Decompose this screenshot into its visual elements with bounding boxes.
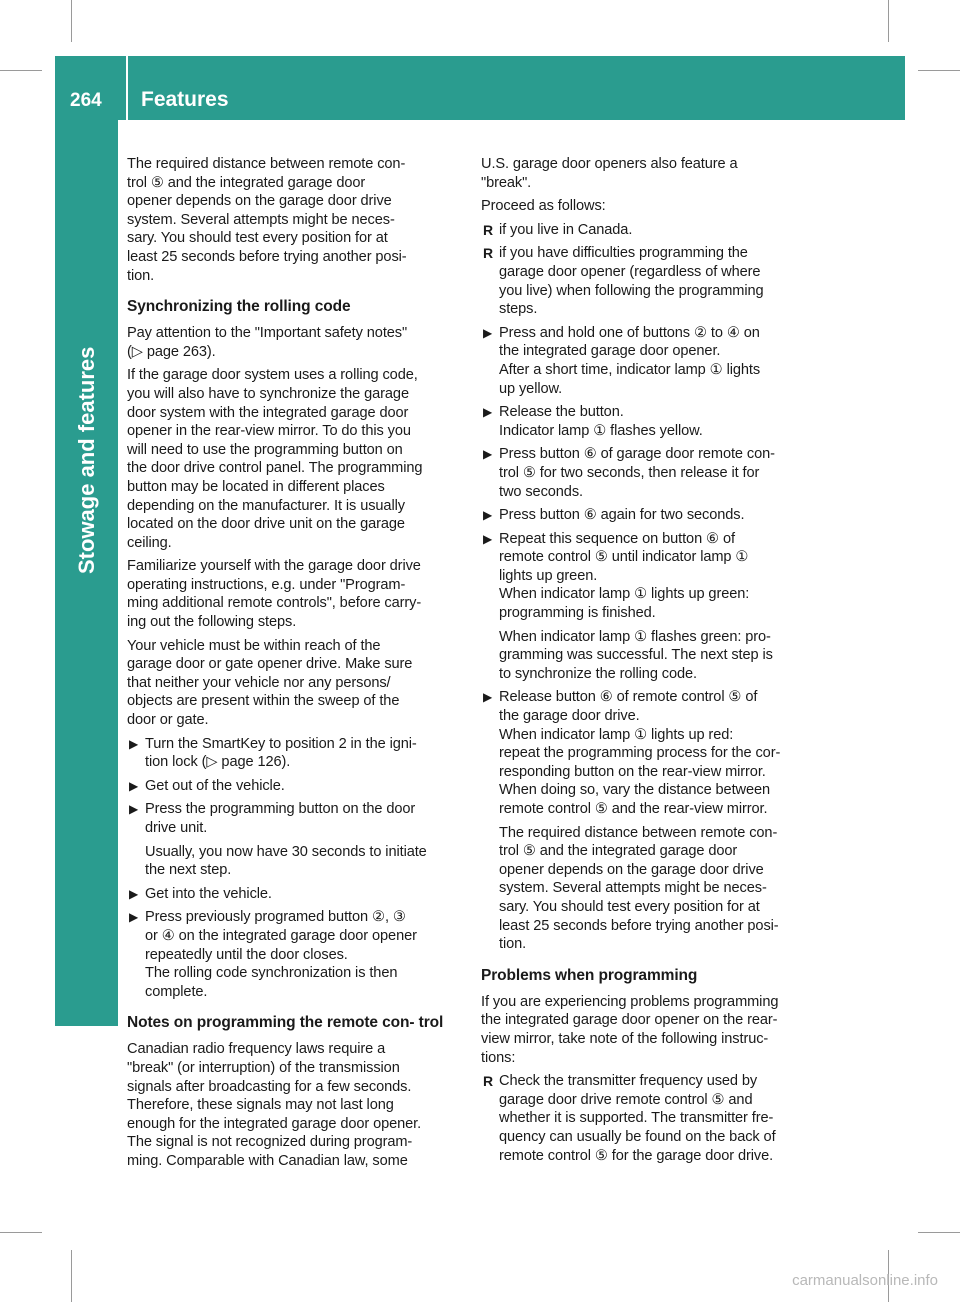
- text-line: ceiling.: [127, 534, 172, 551]
- text-line: "break".: [481, 174, 532, 191]
- text-line: Press the programming button on the door: [145, 801, 416, 818]
- text-line: steps.: [499, 301, 538, 318]
- text-line: you will also have to synchronize the garage: [127, 385, 409, 402]
- text-line: U.S. garage door openers also feature a: [481, 156, 738, 172]
- bullet-icon: R: [483, 245, 494, 262]
- text-line: the garage door drive.: [499, 708, 640, 725]
- text-line: When indicator lamp ① flashes green: pro-: [499, 628, 771, 645]
- bullet-item: [481, 221, 815, 240]
- text-line: system. Several attempts might be neces-: [127, 211, 395, 228]
- bullet-item: [481, 244, 815, 318]
- text-line: (▷ page 263).: [127, 343, 216, 360]
- section-heading: Problems when programming: [481, 966, 698, 984]
- text-line: trol ⑤ for two seconds, then release it for: [499, 464, 760, 481]
- text-line: When doing so, vary the distance between: [499, 782, 771, 799]
- text-line: If you are experiencing problems programming: [481, 993, 779, 1010]
- text-line: If the garage door system uses a rolling code,: [127, 367, 418, 384]
- text-line: complete.: [145, 983, 208, 1000]
- text-line: Get into the vehicle.: [145, 885, 272, 902]
- text-line: if you live in Canada.: [499, 221, 633, 238]
- paragraph: [127, 155, 461, 285]
- text-line: operating instructions, e.g. under "Program-: [127, 576, 406, 593]
- text-line: repeat the programming process for the cor-: [499, 745, 781, 762]
- text-line: if you have difficulties programming the: [499, 245, 748, 262]
- text-line: button may be located in different places: [127, 478, 385, 495]
- text-line: located on the door drive unit on the garage: [127, 516, 405, 533]
- text-line: opener depends on the garage door drive: [127, 193, 392, 210]
- instruction-step: [127, 885, 461, 904]
- crop-mark: [71, 1250, 72, 1302]
- left-column: [127, 155, 461, 1176]
- text-line: drive unit.: [145, 820, 208, 836]
- bullet-icon: R: [483, 1073, 494, 1090]
- text-line: Check the transmitter frequency used by: [499, 1073, 758, 1090]
- text-line: the integrated garage door opener on the rear-: [481, 1012, 778, 1029]
- right-column: [481, 155, 815, 1170]
- text-line: to synchronize the rolling code.: [499, 665, 697, 682]
- text-line: tion lock (▷ page 126).: [145, 754, 291, 771]
- text-line: the integrated garage door opener.: [499, 343, 721, 360]
- text-line: garage door opener (regardless of where: [499, 263, 761, 280]
- text-line: Get out of the vehicle.: [145, 777, 285, 794]
- paragraph: [481, 197, 815, 216]
- paragraph: [127, 843, 461, 880]
- paragraph: [127, 324, 461, 361]
- bullet-icon: R: [483, 221, 494, 238]
- step-arrow-icon: ▶: [483, 531, 493, 546]
- bullet-item: [481, 1072, 815, 1165]
- text-line: Canadian radio frequency laws require a: [127, 1041, 386, 1058]
- text-line: sary. You should test every position for at: [127, 230, 388, 247]
- text-line: Press and hold one of buttons ② to ④ on: [499, 324, 760, 341]
- crop-mark: [0, 70, 42, 71]
- section-heading: Synchronizing the rolling code: [127, 298, 351, 316]
- text-line: two seconds.: [499, 483, 583, 500]
- text-line: ing out the following steps.: [127, 614, 297, 631]
- section-heading: Notes on programming the remote con- trol: [127, 1014, 444, 1032]
- text-line: the door drive control panel. The programming: [127, 460, 423, 477]
- text-line: system. Several attempts might be neces-: [499, 880, 767, 897]
- text-line: garage door drive remote control ⑤ and: [499, 1091, 753, 1108]
- text-line: Familiarize yourself with the garage door drive: [127, 558, 421, 575]
- text-line: will need to use the programming button on: [127, 441, 403, 458]
- paragraph: [481, 824, 815, 954]
- text-line: "break" (or interruption) of the transmission: [127, 1059, 400, 1076]
- text-line: trol ⑤ and the integrated garage door: [127, 174, 366, 191]
- text-line: Release button ⑥ of remote control ⑤ of: [499, 689, 758, 706]
- text-line: signals after broadcasting for a few seconds.: [127, 1078, 412, 1095]
- text-line: Pay attention to the "Important safety notes": [127, 325, 408, 342]
- step-arrow-icon: ▶: [483, 405, 493, 420]
- text-line: When indicator lamp ① lights up green:: [499, 586, 750, 603]
- text-line: objects are present within the sweep of the: [127, 693, 400, 710]
- crop-mark: [71, 0, 72, 42]
- instruction-step: [481, 403, 815, 440]
- text-line: After a short time, indicator lamp ① lights: [499, 361, 761, 378]
- crop-mark: [888, 0, 889, 42]
- step-arrow-icon: ▶: [129, 736, 139, 751]
- text-line: sary. You should test every position for at: [499, 898, 760, 915]
- instruction-step: [127, 908, 461, 1001]
- text-line: gramming was successful. The next step is: [499, 647, 773, 664]
- text-line: trol ⑤ and the integrated garage door: [499, 843, 738, 860]
- step-arrow-icon: ▶: [129, 802, 139, 817]
- header-divider: [126, 56, 128, 120]
- text-line: up yellow.: [499, 380, 563, 397]
- instruction-step: [481, 324, 815, 398]
- step-arrow-icon: ▶: [129, 778, 139, 793]
- step-arrow-icon: ▶: [483, 325, 493, 340]
- crop-mark: [0, 1232, 42, 1233]
- step-arrow-icon: ▶: [483, 447, 493, 462]
- text-line: The rolling code synchronization is then: [145, 965, 398, 982]
- page-title: Features: [141, 88, 229, 111]
- instruction-step: [481, 506, 815, 525]
- paragraph: [481, 993, 815, 1067]
- text-line: quency can usually be found on the back of: [499, 1128, 776, 1145]
- section-side-tab-label: Stowage and features: [74, 346, 99, 574]
- page-number: 264: [70, 90, 102, 111]
- crop-mark: [918, 1232, 960, 1233]
- text-line: least 25 seconds before trying another posi-: [127, 248, 407, 265]
- text-line: tion.: [127, 267, 155, 284]
- instruction-step: [481, 688, 815, 818]
- text-line: Therefore, these signals may not last long: [127, 1097, 394, 1114]
- crop-mark: [918, 70, 960, 71]
- paragraph: [127, 557, 461, 631]
- text-line: Press button ⑥ again for two seconds.: [499, 507, 745, 524]
- text-line: The signal is not recognized during program-: [127, 1134, 413, 1151]
- text-line: least 25 seconds before trying another posi-: [499, 917, 779, 934]
- text-line: ming. Comparable with Canadian law, some: [127, 1152, 408, 1169]
- text-line: remote control ⑤ until indicator lamp ①: [499, 549, 749, 566]
- text-line: Press button ⑥ of garage door remote con-: [499, 446, 775, 463]
- instruction-step: [481, 530, 815, 623]
- instruction-step: [127, 735, 461, 772]
- paragraph: [127, 366, 461, 552]
- step-arrow-icon: ▶: [483, 690, 493, 705]
- watermark: carmanualsonline.info: [792, 1272, 938, 1289]
- text-line: tions:: [481, 1049, 516, 1066]
- paragraph: [481, 155, 815, 192]
- text-line: view mirror, take note of the following instruc-: [481, 1030, 769, 1047]
- text-line: whether it is supported. The transmitter fre-: [499, 1110, 774, 1127]
- text-line: depending on the manufacturer. It is usually: [127, 497, 405, 514]
- text-line: opener depends on the garage door drive: [499, 861, 764, 878]
- text-line: The required distance between remote con-: [499, 824, 778, 841]
- text-line: responding button on the rear-view mirror.: [499, 763, 766, 780]
- step-arrow-icon: ▶: [129, 886, 139, 901]
- text-line: garage door or gate opener drive. Make sure: [127, 656, 413, 673]
- text-line: remote control ⑤ for the garage door drive.: [499, 1147, 774, 1164]
- instruction-step: [127, 777, 461, 796]
- text-line: door or gate.: [127, 712, 209, 729]
- text-line: The required distance between remote con-: [127, 156, 406, 172]
- text-line: door system with the integrated garage door: [127, 404, 409, 421]
- text-line: Usually, you now have 30 seconds to initiate: [145, 843, 427, 860]
- text-line: remote control ⑤ and the rear-view mirror.: [499, 801, 768, 817]
- paragraph: [481, 628, 815, 684]
- text-line: Proceed as follows:: [481, 198, 606, 215]
- text-line: programming is finished.: [499, 605, 656, 622]
- text-line: or ④ on the integrated garage door opener: [145, 927, 417, 944]
- text-line: the next step.: [145, 862, 232, 879]
- text-line: Indicator lamp ① flashes yellow.: [499, 422, 703, 439]
- text-line: that neither your vehicle nor any persons/: [127, 674, 391, 691]
- text-line: Release the button.: [499, 404, 624, 421]
- paragraph: [127, 637, 461, 730]
- paragraph: [127, 1040, 461, 1170]
- text-line: you live) when following the programming: [499, 282, 764, 299]
- page-header: [55, 56, 905, 120]
- text-line: enough for the integrated garage door opener.: [127, 1115, 422, 1132]
- instruction-step: [127, 800, 461, 837]
- step-arrow-icon: ▶: [483, 508, 493, 523]
- instruction-step: [481, 445, 815, 501]
- text-line: ming additional remote controls", before carry-: [127, 595, 422, 612]
- text-line: Your vehicle must be within reach of the: [127, 637, 381, 654]
- text-line: repeatedly until the door closes.: [145, 946, 348, 963]
- text-line: Press previously programed button ②, ③: [145, 909, 406, 926]
- text-line: Repeat this sequence on button ⑥ of: [499, 530, 735, 547]
- text-line: lights up green.: [499, 567, 598, 584]
- text-line: Turn the SmartKey to position 2 in the igni-: [145, 735, 417, 752]
- section-side-tab: [55, 120, 118, 1026]
- text-line: When indicator lamp ① lights up red:: [499, 726, 734, 743]
- text-line: opener in the rear-view mirror. To do this you: [127, 423, 411, 440]
- step-arrow-icon: ▶: [129, 910, 139, 925]
- text-line: tion.: [499, 936, 527, 953]
